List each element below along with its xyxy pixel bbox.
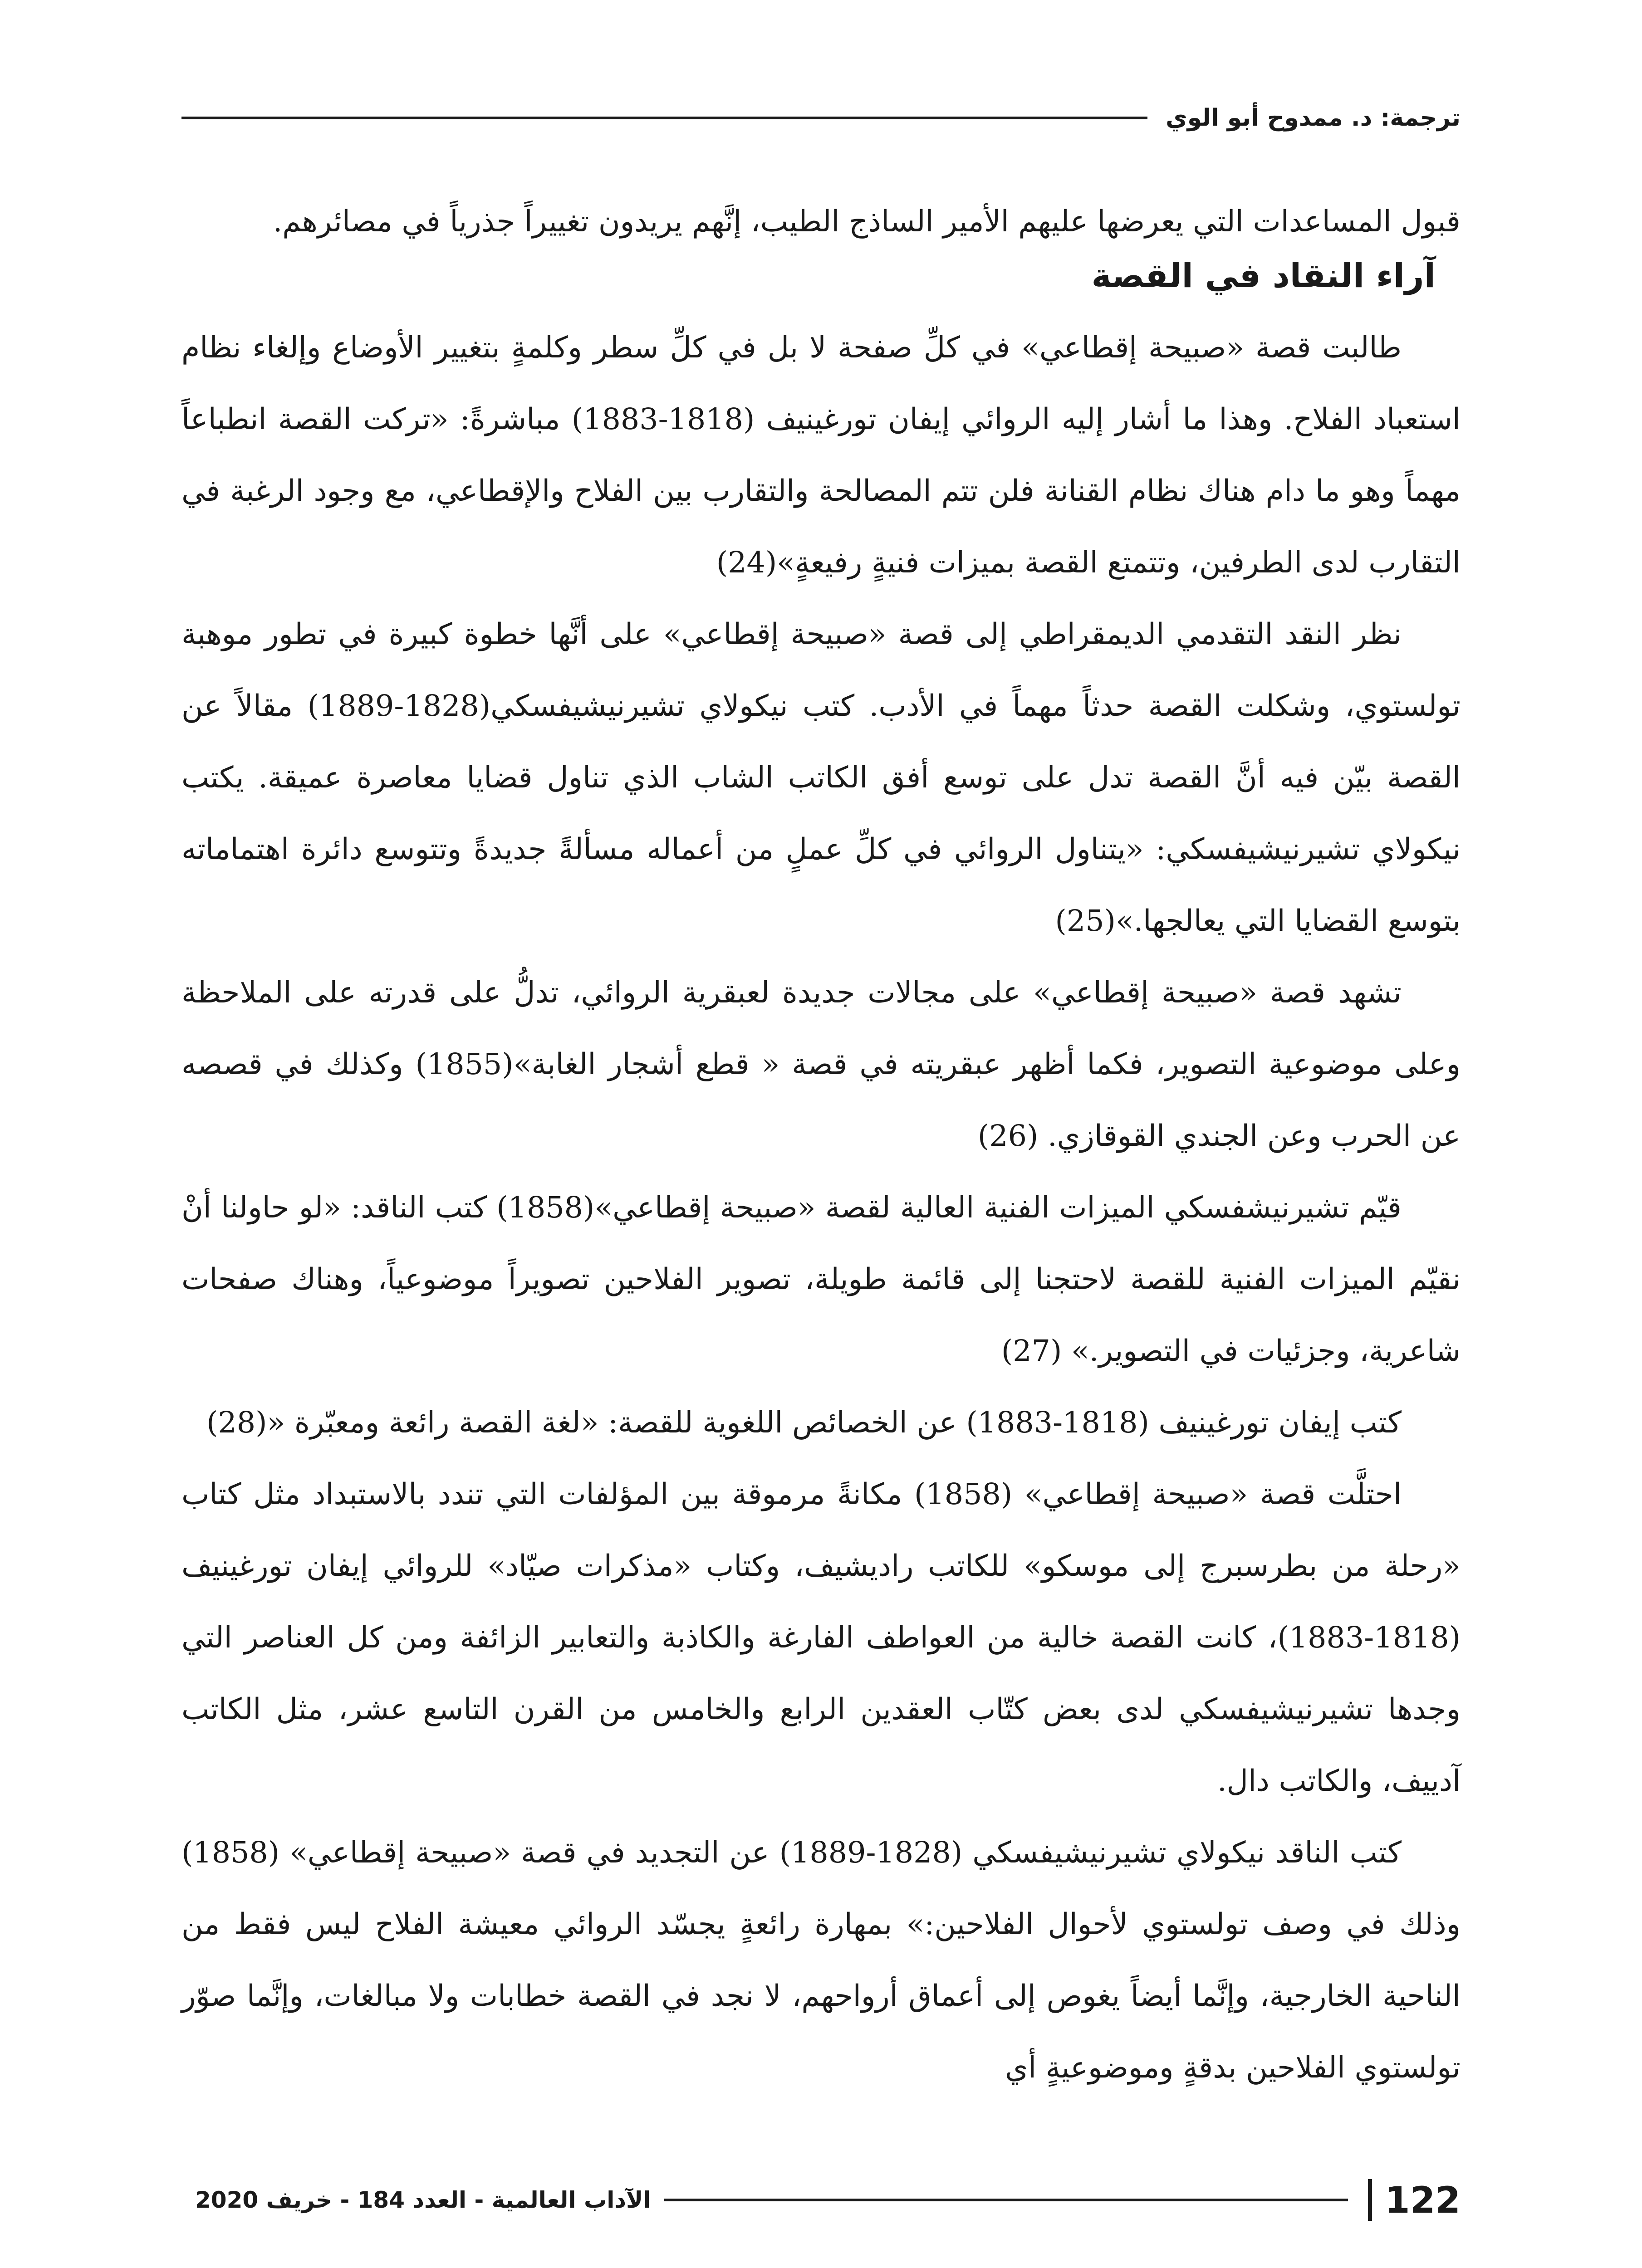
page-number: 122 <box>1385 2179 1461 2221</box>
paragraph-new-fields: تشهد قصة «صبيحة إقطاعي» على مجالات جديدة لعبقرية الروائي، تدلُّ على قدرته على الملاحظة وعلى موضوعية التصوير، فكما أظهر عبقريته في قصة « قطع أشجار الغابة»(1855) وكذلك في قصصه عن الحرب وعن الجندي القوقازي. (26) <box>181 976 1461 1153</box>
paragraph-innovation: كتب الناقد نيكولاي تشيرنيشيفسكي (1828-1889) عن التجديد في قصة «صبيحة إقطاعي» (1858) وذلك في وصف تولستوي لأحوال الفلاحين:» بمهارة رائعةٍ يجسّد الروائي معيشة الفلاح ليس فقط من الناحية الخارجية، وإنَّما أيضاً يغوص إلى أعماق أرواحهم، لا نجد في القصة خطابات ولا مبالغات، وإنَّما صوّر تولستوي الفلاحين بدقةٍ وموضوعيةٍ أي <box>181 1836 1461 2085</box>
footer-rule <box>664 2199 1348 2201</box>
paragraph-status: احتلَّت قصة «صبيحة إقطاعي» (1858) مكانةً مرموقة بين المؤلفات التي تندد بالاستبداد مثل كتاب «رحلة من بطرسبرج إلى موسكو» للكاتب راديشيف، وكتاب «مذكرات صيّاد» للروائي إيفان تورغينيف (1818-1883)، كانت القصة خالية من العواطف الفارغة والكاذبة والتعابير الزائفة ومن كل العناصر التي وجدها تشيرنيشيفسكي لدى بعض كتّاب العقدين الرابع والخامس من القرن التاسع عشر، مثل الكاتب آدييف، والكاتب دال. <box>181 1477 1461 1798</box>
paragraph-artistic-features: قيّم تشيرنيشفسكي الميزات الفنية العالية لقصة «صبيحة إقطاعي»(1858) كتب الناقد: «لو حاولنا أنْ نقيّم الميزات الفنية للقصة لاحتجنا إلى قائمة طويلة، تصوير الفلاحين تصويراً موضوعياً، وهناك صفحات شاعرية، وجزئيات في التصوير.» (27) <box>181 1191 1461 1368</box>
translator-credit: ترجمة: د. ممدوح أبو الوي <box>1166 104 1461 132</box>
section-heading: آراء النقاد في القصة <box>1091 256 1436 295</box>
journal-issue: الآداب العالمية - العدد 184 - خريف 2020 <box>195 2187 651 2213</box>
footer-separator-bar <box>1368 2179 1372 2221</box>
paragraph-language: كتب إيفان تورغينيف (1818-1883) عن الخصائص اللغوية للقصة: «لغة القصة رائعة ومعبّرة «(28) <box>206 1406 1402 1440</box>
paragraph-turgenev-opinion: طالبت قصة «صبيحة إقطاعي» في كلِّ صفحة لا بل في كلِّ سطر وكلمةٍ بتغيير الأوضاع وإلغاء نظام استعباد الفلاح. وهذا ما أشار إليه الروائي إيفان تورغينيف (1818-1883) مباشرةً: «تركت القصة انطباعاً مهماً وهو ما دام هناك نظام القنانة فلن تتم المصالحة والتقارب بين الفلاح والإقطاعي، مع وجود الرغبة في التقارب لدى الطرفين، وتتمتع القصة بميزات فنيةٍ رفيعةٍ»(24) <box>181 331 1461 580</box>
running-header <box>181 98 1461 138</box>
intro-paragraph: قبول المساعدات التي يعرضها عليهم الأمير الساذج الطيب، إنَّهم يريدون تغييراً جذرياً في مصائرهم. <box>273 205 1461 239</box>
paragraph-democratic-criticism: نظر النقد التقدمي الديمقراطي إلى قصة «صبيحة إقطاعي» على أنَّها خطوة كبيرة في تطور موهبة تولستوي، وشكلت القصة حدثاً مهماً في الأدب. كتب نيكولاي تشيرنيشيفسكي(1828-1889) مقالاً عن القصة بيّن فيه أنَّ القصة تدل على توسع أفق الكاتب الشاب الذي تناول قضايا معاصرة عميقة. يكتب نيكولاي تشيرنيشيفسكي: «يتناول الروائي في كلِّ عملٍ من أعماله مسألةً جديدةً وتتوسع دائرة اهتماماته بتوسع القضايا التي يعالجها.»(25) <box>181 617 1461 938</box>
article-body <box>181 186 1461 2104</box>
running-footer <box>181 2173 1461 2227</box>
header-rule <box>181 117 1147 119</box>
